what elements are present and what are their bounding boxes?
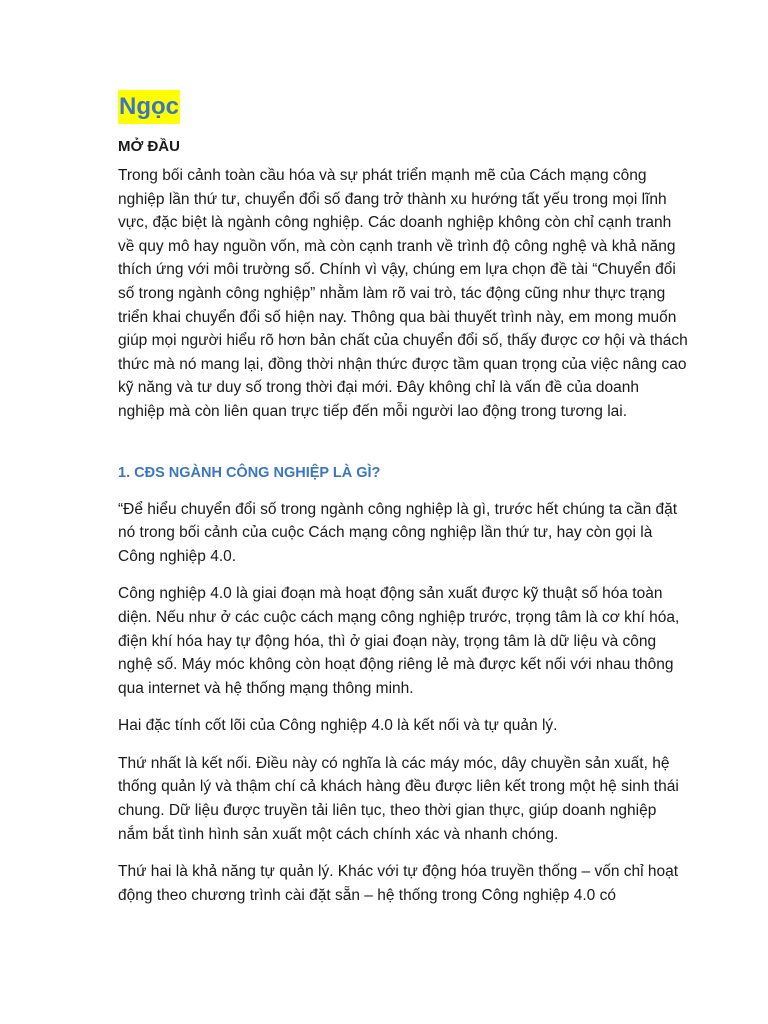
section-1-paragraph-5: Thứ hai là khả năng tự quản lý. Khác với tự động hóa truyền thống – vốn chỉ hoạt động theo chương trình cài đặt sẵn – hệ thống trong Công nghiệp 4.0 có	[118, 863, 679, 904]
section-1-paragraph-1: “Để hiểu chuyển đổi số trong ngành công nghiệp là gì, trước hết chúng ta cần đặt nó trong bối cảnh của cuộc Cách mạng công nghiệp lần thứ tư, hay còn gọi là Công nghiệp 4.0.	[118, 500, 678, 565]
section-1-paragraph-3: Hai đặc tính cốt lõi của Công nghiệp 4.0 là kết nối và tự quản lý.	[118, 717, 558, 735]
section-1-paragraph-4: Thứ nhất là kết nối. Điều này có nghĩa là các máy móc, dây chuyền sản xuất, hệ thống quản lý và thậm chí cả khách hàng đều được liên kết trong một hệ sinh thái chung. Dữ liệu được truyền tải liên tục, theo thời gian thực, giúp doanh nghiệp nắm bắt tình hình sản xuất một cách chính xác và nhanh chóng.	[118, 754, 679, 843]
section-1-paragraph-2: Công nghiệp 4.0 là giai đoạn mà hoạt động sản xuất được kỹ thuật số hóa toàn diện. Nếu như ở các cuộc cách mạng công nghiệp trước, trọng tâm là cơ khí hóa, điện khí hóa hay tự động hóa, thì ở giai đoạn này, trọng tâm là dữ liệu và công nghệ số. Máy móc không còn hoạt động riêng lẻ mà được kết nối với nhau thông qua internet và hệ thống mạng thông minh.	[118, 585, 680, 697]
author-name: Ngọc	[118, 90, 180, 124]
section-1-heading: 1. CĐS NGÀNH CÔNG NGHIỆP LÀ GÌ?	[118, 464, 381, 481]
intro-heading: MỞ ĐẦU	[118, 138, 180, 155]
document-body	[118, 90, 688, 921]
author-name-highlight	[118, 90, 688, 136]
intro-paragraph: Trong bối cảnh toàn cầu hóa và sự phát triển mạnh mẽ của Cách mạng công nghiệp lần thứ tư, chuyển đổi số đang trở thành xu hướng tất yếu trong mọi lĩnh vực, đặc biệt là ngành công nghiệp. Các doanh nghiệp không còn chỉ cạnh tranh về quy mô hay nguồn vốn, mà còn cạnh tranh về trình độ công nghệ và khả năng thích ứng với môi trường số. Chính vì vậy, chúng em lựa chọn đề tài “Chuyển đổi số trong ngành công nghiệp” nhằm làm rõ vai trò, tác động cũng như thực trạng triển khai chuyển đổi số hiện nay. Thông qua bài thuyết trình này, em mong muốn giúp mọi người hiểu rõ hơn bản chất của chuyển đổi số, thấy được cơ hội và thách thức mà nó mang lại, đồng thời nhận thức được tầm quan trọng của việc nâng cao kỹ năng và tư duy số trong thời đại mới. Đây không chỉ là vấn đề của doanh nghiệp mà còn liên quan trực tiếp đến mỗi người lao động trong tương lai.	[118, 167, 688, 420]
